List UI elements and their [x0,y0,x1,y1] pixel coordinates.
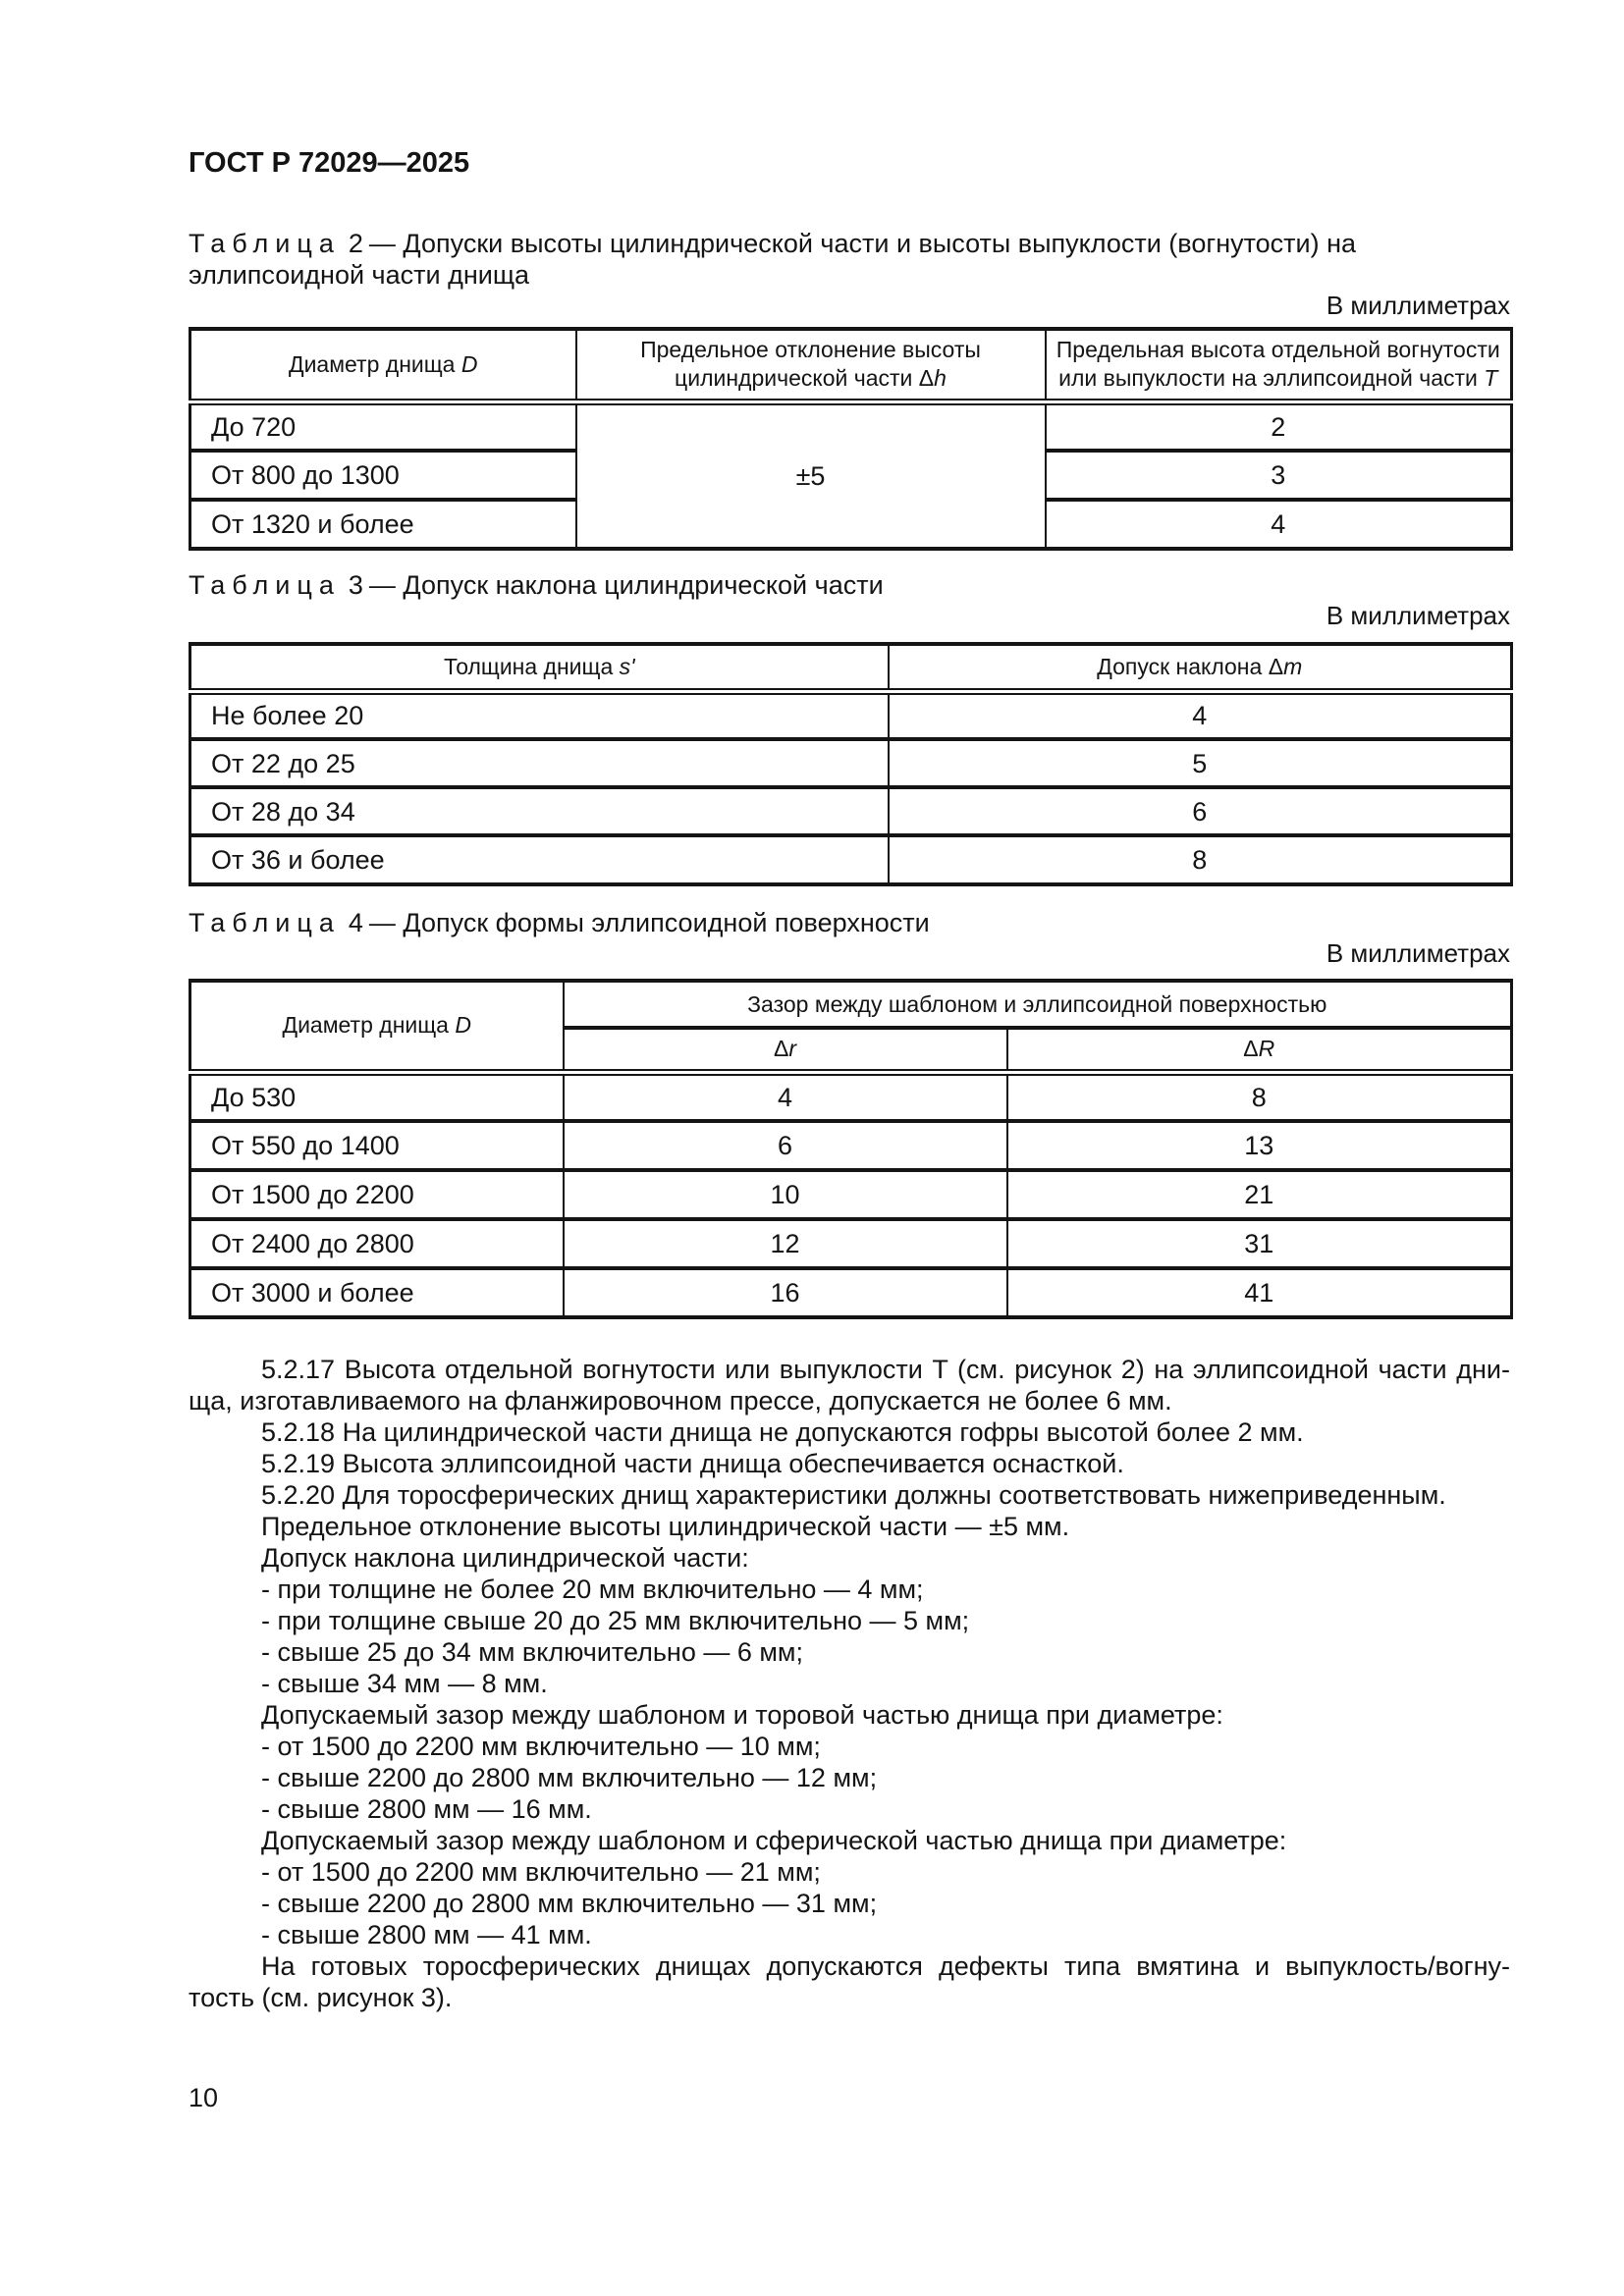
table-cell-merged: ±5 [576,401,1046,549]
table-cell: 21 [1007,1170,1512,1219]
table-cell: От 800 до 1300 [190,451,576,500]
body-line: 5.2.17 Высота отдельной вогнутости или выпуклости T (см. рисунок 2) на эллипсоидной части дни- [261,1355,1510,1384]
body-line: тость (см. рисунок 3). [189,1983,453,2012]
table-cell: От 2400 до 2800 [190,1219,564,1268]
table-cell: 41 [1007,1268,1512,1317]
table-cell: 4 [1046,500,1512,549]
body-line: - свыше 25 до 34 мм включительно — 6 мм; [261,1637,803,1667]
t2-header-deviation: Предельное отклонение высоты цилиндрической части Δh [576,329,1046,401]
table-2 [189,327,1513,551]
body-line: - свыше 2200 до 2800 мм включительно — 12 мм; [261,1763,878,1792]
t2-header-diameter: Диаметр днища D [190,329,576,401]
table-3 [189,642,1513,886]
table-3-caption-word: Таблица [189,570,341,600]
table-4-caption-text: — Допуск формы эллипсоидной поверхности [368,908,930,937]
table-4-caption-word: Таблица [189,908,341,937]
t3-header-thickness: Толщина днища s' [190,644,889,691]
body-line: ща, изготавливаемого на фланжировочном прессе, допускается не более 6 мм. [189,1386,1172,1415]
t4-subheader-delta-R: ΔR [1007,1028,1512,1072]
table-cell: 10 [564,1170,1007,1219]
table-cell: 31 [1007,1219,1512,1268]
body-text [189,1354,1510,2013]
page-number: 10 [189,2083,219,2112]
table-4-caption-number: 4 [348,908,363,937]
table-cell: От 28 до 34 [190,787,889,835]
table-cell: 8 [1007,1072,1512,1121]
table-3-caption-number: 3 [348,570,363,600]
table-3-caption-text: — Допуск наклона цилиндрической части [368,570,884,600]
body-line: На готовых торосферических днищах допускаются дефекты типа вмятина и выпуклость/вогну- [261,1951,1510,1981]
t4-subheader-delta-r: Δr [564,1028,1007,1072]
body-line: 5.2.18 На цилиндрической части днища не допускаются гофры высотой более 2 мм. [261,1417,1304,1447]
table-2-caption-number: 2 [348,229,363,258]
table-cell: Не более 20 [190,691,889,739]
table-cell: 4 [889,691,1512,739]
table-cell: От 36 и более [190,835,889,884]
table-2-caption-text: — Допуски высоты цилиндрической части и высоты выпуклости (вогнутости) на эллипсоидной части днища [189,229,1357,290]
body-line: Допускаемый зазор между шаблоном и торовой частью днища при диаметре: [261,1700,1223,1730]
table-4 [189,979,1513,1319]
body-line: - свыше 2800 мм — 41 мм. [261,1920,592,1949]
table-cell: 4 [564,1072,1007,1121]
body-line: 5.2.19 Высота эллипсоидной части днища обеспечивается оснасткой. [261,1449,1124,1478]
table-cell: 2 [1046,401,1512,451]
body-line: Допускаемый зазор между шаблоном и сферической частью днища при диаметре: [261,1826,1287,1855]
body-line: - от 1500 до 2200 мм включительно — 10 мм; [261,1732,821,1761]
table-cell: 16 [564,1268,1007,1317]
table-cell: 13 [1007,1121,1512,1170]
body-line: Допуск наклона цилиндрической части: [261,1543,749,1573]
table-cell: До 720 [190,401,576,451]
t4-header-gap: Зазор между шаблоном и эллипсоидной поверхностью [564,981,1512,1028]
body-line: - от 1500 до 2200 мм включительно — 21 мм; [261,1857,821,1887]
t4-header-diameter: Диаметр днища D [190,981,564,1072]
body-line: - при толщине свыше 20 до 25 мм включительно — 5 мм; [261,1606,970,1635]
table-3-caption [189,569,1510,601]
table-cell: 6 [889,787,1512,835]
table-cell: От 550 до 1400 [190,1121,564,1170]
table-cell: 5 [889,739,1512,787]
table-2-caption-word: Таблица [189,229,341,258]
table-2-caption [189,228,1510,291]
body-line: - свыше 2800 мм — 16 мм. [261,1794,592,1824]
body-line: - при толщине не более 20 мм включительно — 4 мм; [261,1575,924,1604]
body-line: - свыше 2200 до 2800 мм включительно — 31 мм; [261,1889,878,1918]
t2-header-max-height: Предельная высота отдельной вогнутости или выпуклости на эллипсоидной части T [1046,329,1512,401]
table-cell: 3 [1046,451,1512,500]
body-line: 5.2.20 Для торосферических днищ характеристики должны соответствовать нижеприведенным. [261,1480,1446,1510]
table-cell: 6 [564,1121,1007,1170]
table-cell: От 1320 и более [190,500,576,549]
body-line: Предельное отклонение высоты цилиндрической части — ±5 мм. [261,1512,1070,1541]
t3-header-slope-tolerance: Допуск наклона Δm [889,644,1512,691]
table-cell: От 1500 до 2200 [190,1170,564,1219]
units-note-table-4: В миллиметрах [1326,938,1510,968]
table-cell: От 3000 и более [190,1268,564,1317]
units-note-table-3: В миллиметрах [1326,601,1510,630]
table-cell: 8 [889,835,1512,884]
table-cell: До 530 [190,1072,564,1121]
document-code: ГОСТ Р 72029—2025 [189,147,470,179]
table-4-caption [189,907,1510,938]
body-line: - свыше 34 мм — 8 мм. [261,1669,548,1698]
table-cell: 12 [564,1219,1007,1268]
table-cell: От 22 до 25 [190,739,889,787]
units-note-table-2: В миллиметрах [1326,291,1510,320]
